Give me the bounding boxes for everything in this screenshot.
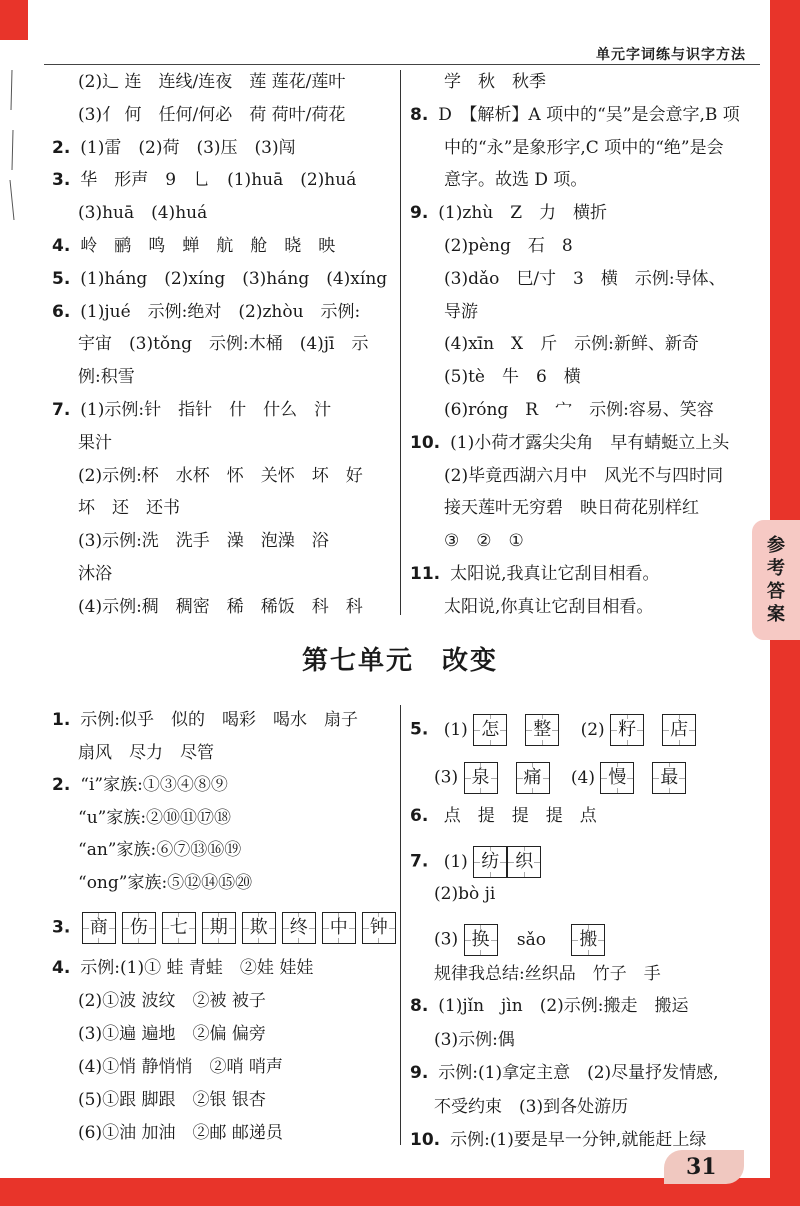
answer-text: 太阳说,我真让它刮目相看。 xyxy=(450,564,660,584)
answer-line xyxy=(78,498,180,518)
q3-box-row xyxy=(82,918,402,938)
side-tab-label: 参考答案 xyxy=(767,535,785,625)
answer-text: 示例:似乎 似的 喝彩 喝水 扇子 xyxy=(80,710,359,730)
answer-text: 示例:(1)要是早一分钟,就能赶上绿 xyxy=(450,1130,707,1150)
answer-line xyxy=(78,597,363,617)
answer-text: (4)①悄 静悄悄 ②哨 哨声 xyxy=(78,1057,283,1077)
answer-text: (3)示例:偶 xyxy=(434,1029,515,1050)
answer-line xyxy=(444,269,726,289)
answer-text: (5)tè 牛 6 横 xyxy=(444,367,581,388)
answer-line xyxy=(78,105,345,125)
question-number: 9. xyxy=(410,203,429,224)
answer-line xyxy=(78,743,214,763)
char-box: 钟 xyxy=(362,912,396,944)
question-number: 8. xyxy=(410,104,429,125)
answer-line xyxy=(444,334,699,354)
answer-text: 岭 鹂 鸣 蝉 航 舱 晓 映 xyxy=(80,236,336,256)
answer-line xyxy=(444,466,723,486)
question-number: 5. xyxy=(52,268,71,289)
answer-text: 示例:(1)① 蛙 青蛙 ②娃 娃娃 xyxy=(80,958,314,978)
answer-text: 接天莲叶无穷碧 映日荷花别样红 xyxy=(444,498,699,519)
answer-line xyxy=(410,1130,706,1150)
answer-line xyxy=(78,466,363,486)
q7-row3 xyxy=(434,924,611,956)
q7-row1 xyxy=(410,846,547,878)
answer-line xyxy=(52,775,228,795)
side-tab xyxy=(752,520,800,640)
answer-text: (1)jǐn jìn (2)示例:搬走 搬运 xyxy=(438,996,689,1016)
question-number: 8. xyxy=(410,996,429,1016)
answer-line xyxy=(78,72,345,92)
q6-line xyxy=(410,806,597,826)
q5-part: (4) xyxy=(570,767,595,788)
answer-text: “u”家族:②⑩⑪⑰⑱ xyxy=(78,807,232,828)
question-number: 7. xyxy=(52,400,71,420)
answer-text: ③ ② ① xyxy=(444,531,524,552)
answer-text: (2)①波 波纹 ②被 被子 xyxy=(78,991,266,1011)
char-box: 泉 xyxy=(464,762,498,794)
answer-line xyxy=(78,1024,266,1044)
answer-line xyxy=(444,531,524,551)
q5-part: (2) xyxy=(580,719,605,740)
q5-part: (1) xyxy=(443,719,468,740)
answer-line xyxy=(52,236,335,256)
question-number: 4. xyxy=(52,236,71,256)
answer-text: “an”家族:⑥⑦⑬⑯⑲ xyxy=(78,840,242,860)
answer-text: 太阳说,你真让它刮目相看。 xyxy=(444,596,654,617)
answer-text: (3)①遍 遍地 ②偏 偏旁 xyxy=(78,1024,266,1044)
answer-text: (2)bò ji xyxy=(434,884,496,904)
answer-line xyxy=(52,400,331,420)
question-number: 3. xyxy=(52,170,71,191)
question-number: 9. xyxy=(410,1063,429,1083)
char-box: 中 xyxy=(322,912,356,944)
answer-line xyxy=(78,873,252,893)
answer-line xyxy=(444,138,724,158)
char-box: 终 xyxy=(282,912,316,944)
q7-part: (3) xyxy=(434,929,459,950)
q7-row4 xyxy=(434,964,661,984)
answer-text: 中的“永”是象形字,C 项中的“绝”是会 xyxy=(444,137,724,158)
answer-line xyxy=(78,203,207,223)
answer-text: 果汁 xyxy=(78,432,112,453)
column-divider-top xyxy=(400,70,401,615)
char-box: 店 xyxy=(662,714,696,746)
char-box: 搬 xyxy=(571,924,605,956)
answer-line xyxy=(410,1063,719,1083)
answer-text: (5)①跟 脚跟 ②银 银杏 xyxy=(78,1090,266,1110)
answer-line xyxy=(78,433,112,453)
answer-text: (6)①油 加油 ②邮 邮递员 xyxy=(78,1123,283,1143)
q5-row2 xyxy=(434,762,692,794)
answer-line xyxy=(78,334,369,354)
answer-line xyxy=(444,236,573,256)
answer-text: (2)示例:杯 水杯 怀 关怀 坏 好 xyxy=(78,465,363,486)
question-number: 2. xyxy=(52,775,71,795)
answer-line xyxy=(78,991,266,1011)
question-number: 6. xyxy=(410,806,429,826)
answer-text: (1)zhù Z 力 横折 xyxy=(438,203,608,224)
page-number: 31 xyxy=(686,1154,717,1180)
answer-text: (3)亻 何 任何/何必 荷 荷叶/荷花 xyxy=(78,104,346,125)
char-box: 织 xyxy=(507,846,541,878)
answer-text: (2)毕竟西湖六月中 风光不与四时同 xyxy=(444,465,724,486)
question-number: 3. xyxy=(52,917,71,938)
answer-text: D 【解析】A 项中的“吴”是会意字,B 项 xyxy=(438,104,740,125)
answer-text: 不受约束 (3)到各处游历 xyxy=(434,1096,629,1117)
answer-line xyxy=(444,302,478,322)
answer-line xyxy=(52,269,387,289)
answer-text: 学 秋 秋季 xyxy=(444,72,546,92)
answer-text: (1)雷 (2)荷 (3)压 (3)闯 xyxy=(80,137,296,158)
question-number: 5. xyxy=(410,719,429,740)
answer-line xyxy=(410,203,607,223)
question-number: 2. xyxy=(52,137,71,158)
answer-line xyxy=(444,367,581,387)
answer-line xyxy=(444,170,587,190)
answer-text: 意字。故选 D 项。 xyxy=(444,170,588,191)
answer-line xyxy=(444,400,714,420)
answer-text: (1)jué 示例:绝对 (2)zhòu 示例: xyxy=(80,301,361,322)
answer-line xyxy=(444,597,653,617)
answer-line xyxy=(52,958,313,978)
answer-text: (2)pèng 石 8 xyxy=(444,236,573,256)
answer-line xyxy=(410,996,689,1016)
answer-text: sǎo xyxy=(516,929,547,950)
char-box: 痛 xyxy=(516,762,550,794)
char-box: 商 xyxy=(82,912,116,944)
question-number: 10. xyxy=(410,432,441,453)
answer-line xyxy=(78,564,112,584)
answer-text: 规律我总结:丝织品 竹子 手 xyxy=(434,964,661,984)
answer-text: (1)小荷才露尖尖角 早有蜻蜓立上头 xyxy=(450,432,730,453)
answer-text: 扇风 尽力 尽管 xyxy=(78,742,214,763)
q7-row2 xyxy=(434,884,495,904)
answer-text: (4)示例:稠 稠密 稀 稀饭 科 科 xyxy=(78,596,363,617)
char-box: 慢 xyxy=(600,762,634,794)
answer-line xyxy=(78,531,329,551)
answer-line xyxy=(444,72,546,92)
answer-line xyxy=(78,840,241,860)
answer-text: 例:积雪 xyxy=(78,367,135,388)
section-title: 第七单元 改变 xyxy=(301,646,498,676)
answer-text: 示例:(1)拿定主意 (2)尽量抒发情感, xyxy=(438,1063,719,1083)
question-number: 6. xyxy=(52,301,71,322)
char-box: 期 xyxy=(202,912,236,944)
question-number: 1. xyxy=(52,710,71,730)
answer-line xyxy=(78,1057,283,1077)
question-number: 11. xyxy=(410,564,441,584)
answer-line xyxy=(410,564,660,584)
answer-line xyxy=(78,367,135,387)
question-number: 10. xyxy=(410,1130,441,1150)
char-box: 怎 xyxy=(473,714,507,746)
answer-line xyxy=(52,170,356,190)
answer-text: “i”家族:①③④⑧⑨ xyxy=(80,775,228,795)
page-number-badge xyxy=(664,1150,744,1184)
answer-text: 点 提 提 提 点 xyxy=(443,806,597,826)
q5-row1 xyxy=(410,714,702,746)
answer-line xyxy=(52,302,360,322)
answer-line xyxy=(52,138,296,158)
answer-line xyxy=(410,433,729,453)
char-box: 整 xyxy=(525,714,559,746)
answer-text: “ong”家族:⑤⑫⑭⑮⑳ xyxy=(78,872,253,893)
answer-text: (3)dǎo 巳/寸 3 横 示例:导体、 xyxy=(444,268,726,289)
q5-part: (3) xyxy=(434,767,459,788)
answer-text: 宇宙 (3)tǒng 示例:木桶 (4)jī 示 xyxy=(78,334,369,355)
char-box: 伤 xyxy=(122,912,156,944)
q3-line xyxy=(52,912,402,944)
answer-text: 华 形声 9 乚 (1)huā (2)huá xyxy=(80,170,357,191)
answer-text: (3)示例:洗 洗手 澡 泡澡 浴 xyxy=(78,531,329,552)
answer-text: (4)xīn X 斤 示例:新鲜、新奇 xyxy=(444,334,699,355)
answer-line xyxy=(434,1030,515,1050)
char-box: 七 xyxy=(162,912,196,944)
char-box: 换 xyxy=(464,924,498,956)
answer-text: (2)辶 连 连线/连夜 莲 莲花/莲叶 xyxy=(78,72,346,92)
answer-text: (6)róng R 宀 示例:容易、笑容 xyxy=(444,400,714,420)
answer-text: 导游 xyxy=(444,301,478,322)
char-box: 籽 xyxy=(610,714,644,746)
answer-line xyxy=(410,105,740,125)
header-title: 单元字词练与识字方法 xyxy=(596,47,746,63)
answer-text: (3)huā (4)huá xyxy=(78,203,208,224)
answer-line xyxy=(78,1090,266,1110)
q7-part: (1) xyxy=(443,851,468,872)
answer-line xyxy=(444,498,699,518)
scan-marks xyxy=(4,70,18,220)
answer-line xyxy=(78,808,231,828)
char-box: 纺 xyxy=(473,846,507,878)
answer-text: 沐浴 xyxy=(78,564,112,584)
answer-line xyxy=(434,1097,628,1117)
char-box: 欺 xyxy=(242,912,276,944)
question-number: 7. xyxy=(410,851,429,872)
answer-line xyxy=(78,1123,283,1143)
answer-text: (1)示例:针 指针 什 什么 汁 xyxy=(80,400,332,420)
char-box: 最 xyxy=(652,762,686,794)
answer-text: (1)háng (2)xíng (3)háng (4)xíng xyxy=(80,268,388,289)
answer-text: 坏 还 还书 xyxy=(78,498,180,519)
answer-line xyxy=(52,710,358,730)
question-number: 4. xyxy=(52,958,71,978)
header-rule xyxy=(44,64,760,65)
